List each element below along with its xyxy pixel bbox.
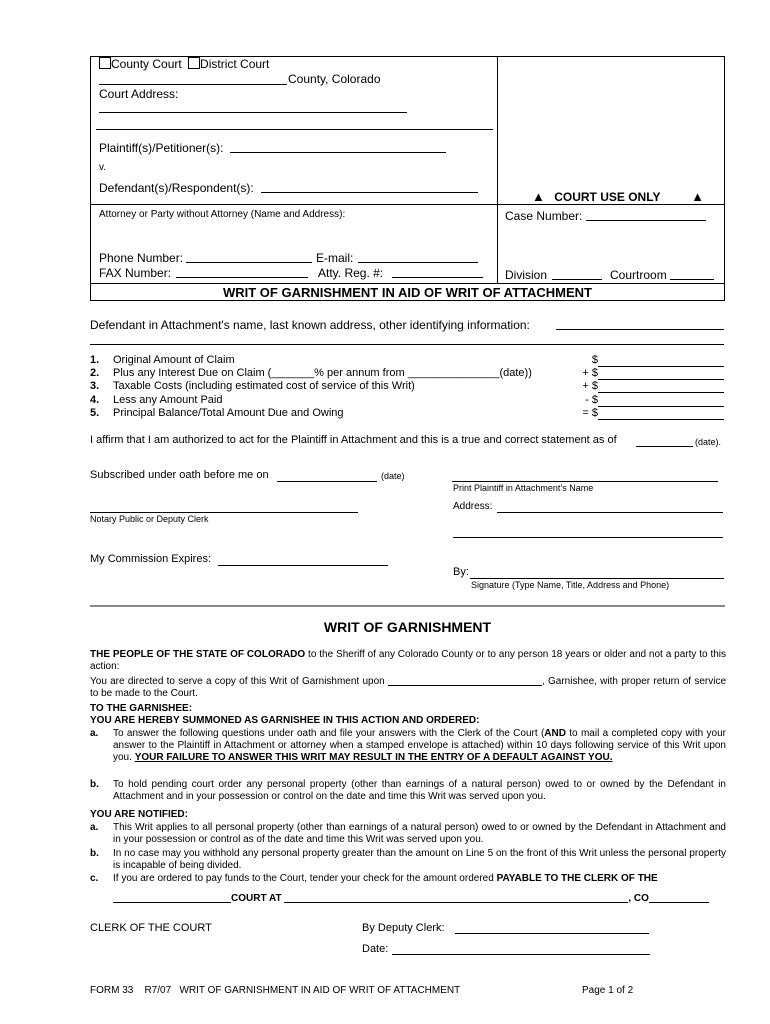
email-label: E-mail:	[316, 251, 354, 265]
amount-field[interactable]	[598, 366, 724, 367]
summoned-heading: YOU ARE HEREBY SUMMONED AS GARNISHEE IN THIS ACTION AND ORDERED:	[90, 715, 480, 726]
to-garnishee-heading: TO THE GARNISHEE:	[90, 703, 193, 714]
notary-field[interactable]	[90, 512, 358, 513]
amount-field[interactable]	[598, 406, 724, 407]
defendant-field[interactable]	[261, 192, 478, 193]
caption-divider-title	[90, 283, 725, 284]
clerk-label: CLERK OF THE COURT	[90, 922, 212, 934]
address-label: Address:	[453, 501, 493, 512]
people-paragraph: THE PEOPLE OF THE STATE OF COLORADO to the Sheriff of any Colorado County or to any person 18 years or older and not a party to this action:	[90, 649, 727, 672]
caption-divider-attorney	[90, 204, 725, 205]
notified-heading: YOU ARE NOTIFIED:	[90, 809, 188, 820]
court-name-field[interactable]	[113, 891, 231, 903]
amount-field[interactable]	[598, 419, 724, 420]
defendant-info-field-2[interactable]	[90, 344, 724, 345]
court-type-row	[99, 57, 269, 71]
subscribed-label: Subscribed under oath before me on	[90, 469, 269, 481]
division-field[interactable]	[552, 279, 602, 280]
subscribed-date-field[interactable]	[277, 481, 377, 482]
county-name-field[interactable]	[99, 84, 287, 85]
phone-label: Phone Number:	[99, 251, 184, 265]
courtroom-label: Courtroom	[610, 268, 667, 282]
up-triangle-icon: ▲	[691, 189, 704, 204]
court-co-field[interactable]	[649, 891, 709, 903]
atty-reg-field[interactable]	[392, 277, 483, 278]
amount-field[interactable]	[598, 392, 724, 393]
caption-rule	[96, 129, 493, 130]
date-label: Date:	[362, 943, 389, 955]
phone-field[interactable]	[186, 262, 312, 263]
court-address-label: Court Address:	[99, 87, 179, 101]
court-address-field[interactable]	[99, 112, 407, 113]
title-attachment: WRIT OF GARNISHMENT IN AID OF WRIT OF ATTACHMENT	[222, 285, 592, 300]
courtroom-field[interactable]	[670, 279, 714, 280]
address-field[interactable]	[497, 512, 723, 513]
affirm-date-label: (date).	[695, 437, 722, 447]
deputy-clerk-label: By Deputy Clerk:	[362, 922, 445, 934]
fax-label: FAX Number:	[99, 266, 172, 280]
up-triangle-icon: ▲	[532, 189, 545, 204]
county-colorado-label: County, Colorado	[288, 72, 381, 86]
by-label: By:	[453, 566, 469, 578]
district-court-checkbox[interactable]	[188, 57, 200, 69]
plaintiff-name-field[interactable]	[452, 481, 718, 482]
amount-field[interactable]	[598, 379, 724, 380]
section-divider	[90, 605, 725, 607]
defendant-info-label: Defendant in Attachment's name, last known address, other identifying information:	[90, 318, 530, 332]
address-field-2[interactable]	[453, 537, 723, 538]
notary-label: Notary Public or Deputy Clerk	[90, 514, 209, 524]
caption-box	[90, 56, 725, 301]
affirm-date-field[interactable]	[636, 446, 693, 447]
signature-field[interactable]	[470, 578, 724, 579]
footer-form-label: FORM 33 R7/07 WRIT OF GARNISHMENT IN AID OF WRIT OF ATTACHMENT	[90, 985, 461, 996]
county-court-checkbox[interactable]	[99, 57, 111, 69]
deputy-clerk-field[interactable]	[455, 933, 649, 934]
plaintiff-field[interactable]	[230, 152, 446, 153]
plaintiff-label: Plaintiff(s)/Petitioner(s):	[99, 141, 224, 155]
signature-label: Signature (Type Name, Title, Address and Phone)	[471, 580, 670, 590]
defendant-info-field[interactable]	[556, 329, 724, 330]
affirm-text: I affirm that I am authorized to act for the Plaintiff in Attachment and this is a true and correct statement as of	[90, 434, 617, 446]
print-plaintiff-label: Print Plaintiff in Attachment’s Name	[453, 483, 594, 493]
email-field[interactable]	[358, 262, 478, 263]
county-court-label: County Court	[111, 57, 182, 71]
fax-field[interactable]	[176, 277, 308, 278]
district-court-label: District Court	[200, 57, 270, 71]
date-field[interactable]	[392, 954, 650, 955]
atty-reg-label: Atty. Reg. #:	[318, 266, 384, 280]
commission-label: My Commission Expires:	[90, 553, 212, 565]
directed-paragraph: You are directed to serve a copy of this Writ of Garnishment upon , Garnishee, with proper return of service to be made to the Court.	[90, 676, 727, 699]
defendant-label: Defendant(s)/Respondent(s):	[99, 181, 254, 195]
court-address-field-writ[interactable]	[284, 891, 628, 903]
garnishee-field[interactable]	[388, 674, 542, 686]
subscribed-date-label: (date)	[381, 471, 405, 481]
case-number-label: Case Number:	[505, 209, 583, 223]
case-number-field[interactable]	[586, 220, 706, 221]
division-label: Division	[505, 268, 548, 282]
versus-label: v.	[99, 162, 107, 173]
caption-divider-vertical	[497, 56, 498, 284]
commission-field[interactable]	[218, 565, 388, 566]
page-number: Page 1 of 2	[582, 985, 634, 996]
court-at-row: COURT AT , CO	[113, 891, 709, 905]
court-use-only-label: ▲ COURT USE ONLY ▲	[532, 189, 704, 204]
attorney-label: Attorney or Party without Attorney (Name and Address):	[99, 209, 346, 220]
title-writ: WRIT OF GARNISHMENT	[323, 619, 492, 635]
